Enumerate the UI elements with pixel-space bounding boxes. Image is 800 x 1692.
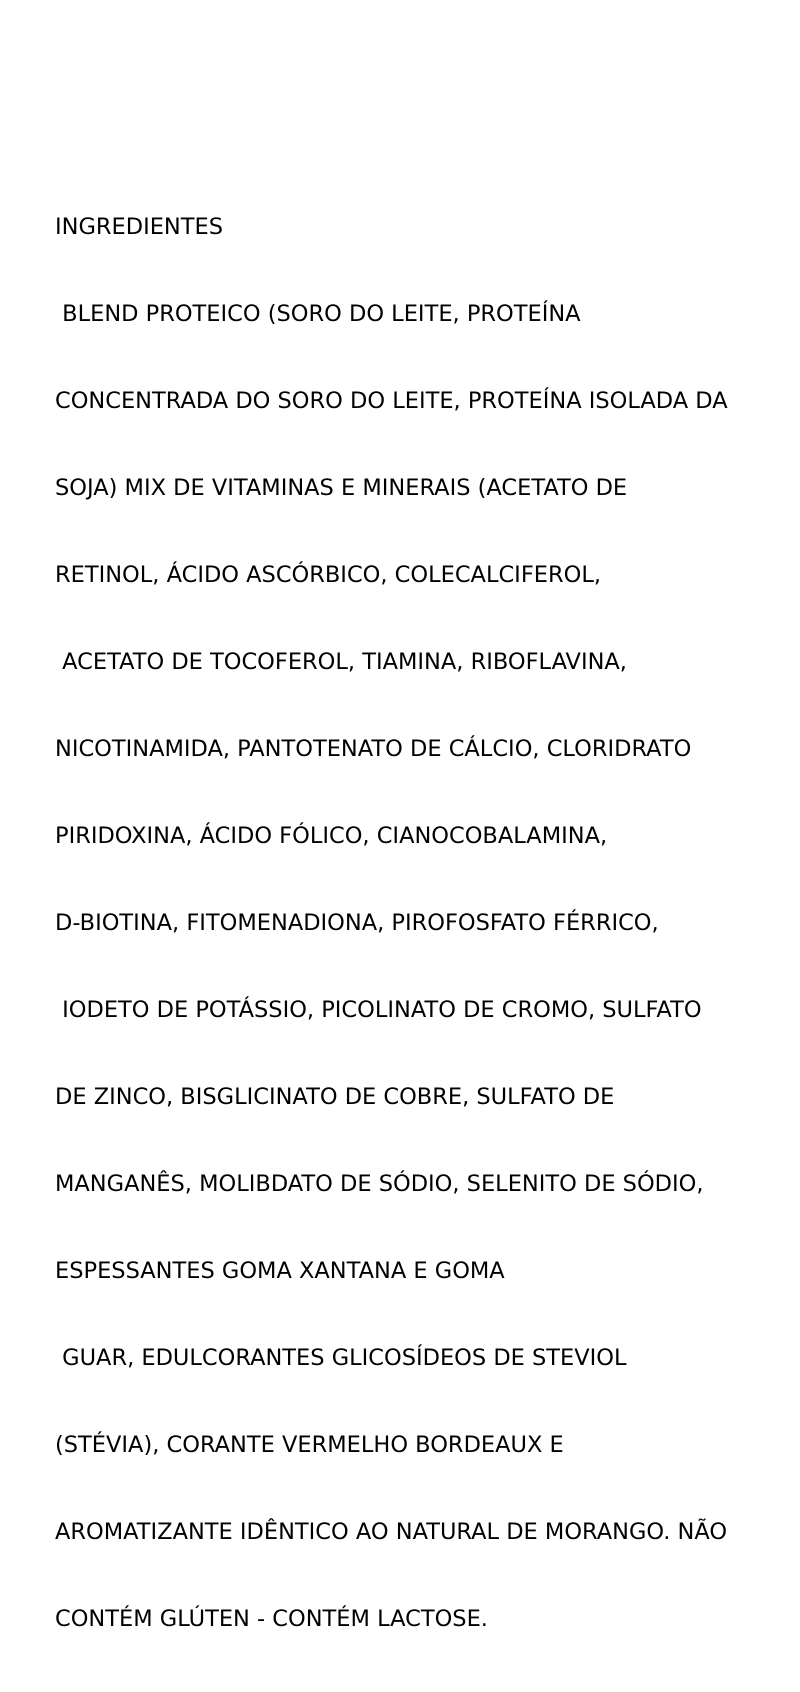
ingredients-line: AROMATIZANTE IDÊNTICO AO NATURAL DE MORANGO. NÃO — [55, 1519, 728, 1545]
ingredients-line: ACETATO DE TOCOFEROL, TIAMINA, RIBOFLAVINA, — [55, 649, 627, 675]
ingredients-line: GUAR, EDULCORANTES GLICOSÍDEOS DE STEVIOL — [55, 1345, 627, 1371]
ingredients-line: ESPESSANTES GOMA XANTANA E GOMA — [55, 1258, 505, 1284]
ingredients-line: SOJA) MIX DE VITAMINAS E MINERAIS (ACETATO DE — [55, 475, 628, 501]
ingredients-line: D-BIOTINA, FITOMENADIONA, PIROFOSFATO FÉRRICO, — [55, 910, 659, 936]
ingredients-line: CONTÉM GLÚTEN - CONTÉM LACTOSE. — [55, 1606, 488, 1632]
ingredients-line: PIRIDOXINA, ÁCIDO FÓLICO, CIANOCOBALAMINA, — [55, 823, 608, 849]
ingredients-line: RETINOL, ÁCIDO ASCÓRBICO, COLECALCIFEROL, — [55, 562, 602, 588]
ingredients-line: IODETO DE POTÁSSIO, PICOLINATO DE CROMO, SULFATO — [55, 997, 702, 1023]
ingredients-line: BLEND PROTEICO (SORO DO LEITE, PROTEÍNA — [55, 301, 581, 327]
ingredients-line: NICOTINAMIDA, PANTOTENATO DE CÁLCIO, CLORIDRATO — [55, 736, 692, 762]
ingredients-line: (STÉVIA), CORANTE VERMELHO BORDEAUX E — [55, 1432, 564, 1458]
ingredients-line: MANGANÊS, MOLIBDATO DE SÓDIO, SELENITO DE SÓDIO, — [55, 1171, 704, 1197]
ingredients-title: INGREDIENTES — [55, 214, 224, 240]
ingredients-line: CONCENTRADA DO SORO DO LEITE, PROTEÍNA ISOLADA DA — [55, 388, 728, 414]
ingredients-line: DE ZINCO, BISGLICINATO DE COBRE, SULFATO DE — [55, 1084, 615, 1110]
ingredients-text-block — [55, 155, 790, 1692]
